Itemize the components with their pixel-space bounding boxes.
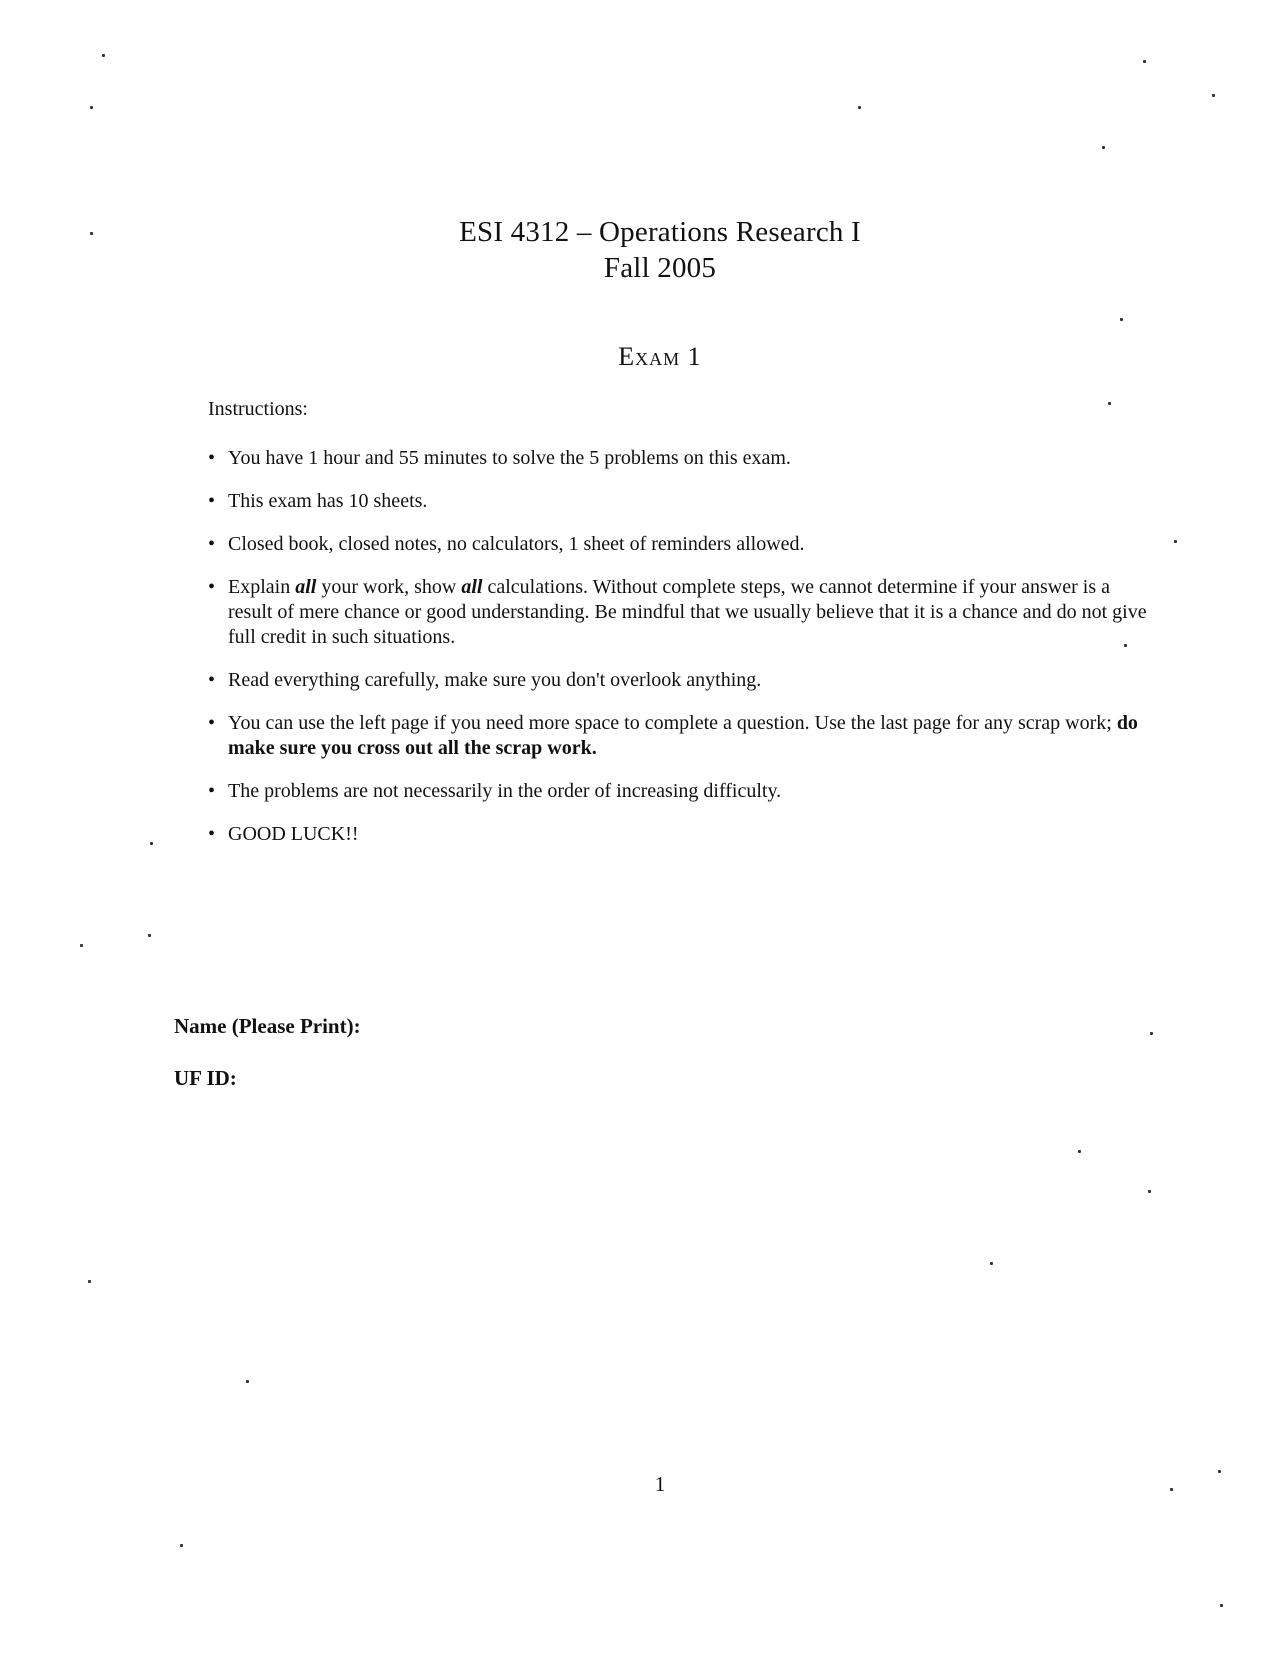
instruction-text: The problems are not necessarily in the order of increasing difficulty. — [228, 780, 782, 802]
instruction-strong: do make sure you cross out all the scrap work. — [228, 712, 1138, 759]
instructions-heading: Instructions: — [208, 398, 308, 420]
instruction-item — [208, 446, 1152, 471]
instruction-emphasis: all — [295, 576, 317, 598]
instruction-list — [208, 446, 1152, 865]
instruction-item — [208, 668, 1152, 693]
instruction-item — [208, 532, 1152, 557]
instruction-text: You have 1 hour and 55 minutes to solve the 5 problems on this exam. — [228, 447, 791, 469]
instruction-text: Closed book, closed notes, no calculators, 1 sheet of reminders allowed. — [228, 533, 805, 555]
instruction-item — [208, 489, 1152, 514]
name-field-label: Name (Please Print): — [174, 1014, 361, 1038]
instruction-item — [208, 575, 1152, 650]
course-title: ESI 4312 – Operations Research I — [459, 216, 861, 248]
instruction-text: This exam has 10 sheets. — [228, 490, 428, 512]
instruction-text: calculations. Without complete steps, we cannot determine if your answer is a result of mere chance or good understanding. Be mindful that we usually believe that it is a chance and do not give full credit in such situations. — [228, 576, 1147, 648]
instruction-text: You can use the left page if you need more space to complete a question. Use the last page for any scrap work; — [228, 712, 1117, 734]
instruction-text: Explain — [228, 576, 296, 598]
ufid-field-label: UF ID: — [174, 1066, 237, 1090]
instruction-item — [208, 779, 1152, 804]
page-number: 1 — [654, 1472, 666, 1496]
instruction-text: GOOD LUCK!! — [228, 823, 359, 845]
exam-title: Exam 1 — [618, 342, 702, 371]
term-label: Fall 2005 — [603, 252, 717, 284]
instruction-text: Read everything carefully, make sure you don't overlook anything. — [228, 669, 762, 691]
instruction-text: your work, show — [316, 576, 462, 598]
instruction-item — [208, 822, 1152, 847]
instruction-emphasis: all — [461, 576, 483, 598]
instruction-item — [208, 711, 1152, 761]
